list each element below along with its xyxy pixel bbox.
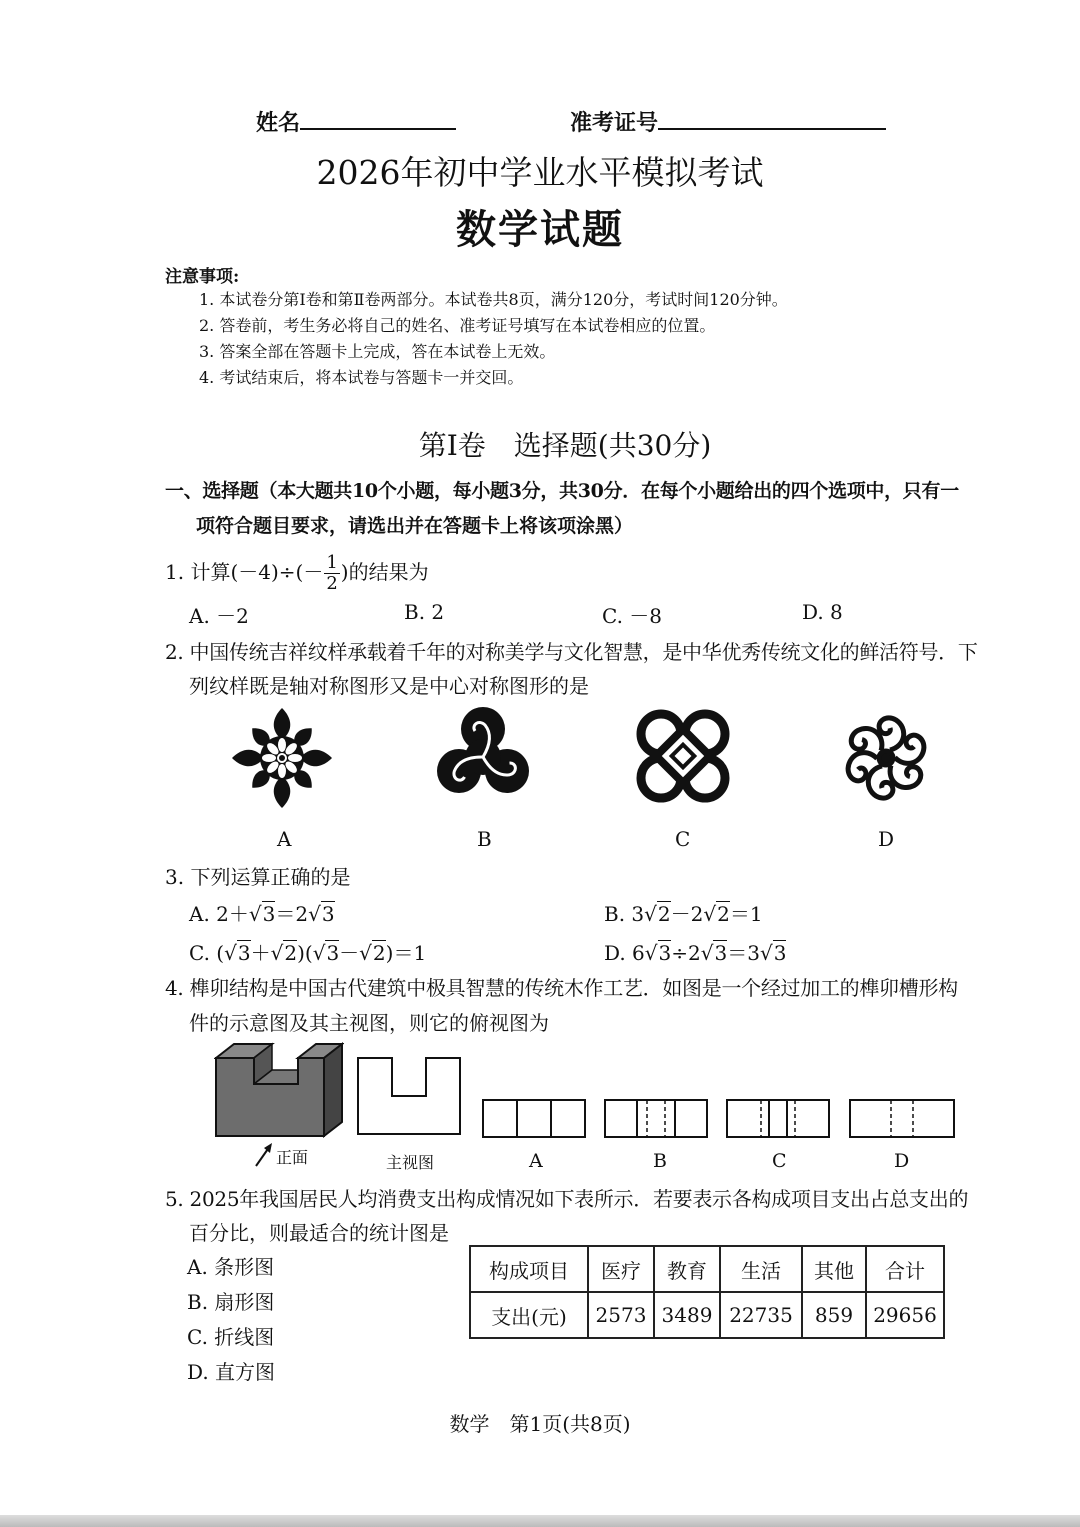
- q4-label-d: D: [894, 1150, 910, 1172]
- expr-text: ÷2: [671, 941, 701, 965]
- top-view-option-b: [604, 1099, 708, 1139]
- q4-stem: 4. 榫卯结构是中国古代建筑中极具智慧的传统木作工艺．如图是一个经过加工的榫卯槽形构: [165, 976, 958, 1000]
- table-cell: 859: [802, 1292, 866, 1338]
- sqrt-radicand: 3: [262, 902, 276, 926]
- table-header-cell: 生活: [720, 1246, 802, 1292]
- top-view-option-d: [849, 1099, 955, 1139]
- q3-option-a: A. 2＋√3＝2√3: [189, 902, 335, 926]
- table-header-cell: 教育: [654, 1246, 720, 1292]
- q4-stem-cont: 件的示意图及其主视图，则它的俯视图为: [189, 1011, 549, 1035]
- q4-label-b: B: [653, 1150, 667, 1172]
- fraction: [324, 553, 339, 594]
- sqrt-radicand: 2: [717, 902, 730, 926]
- sqrt-radicand: 2: [284, 941, 298, 965]
- table-header-cell: 合计: [866, 1246, 944, 1292]
- section-title: 第Ⅰ卷 选择题(共30分): [418, 429, 712, 462]
- expr-text: ＝3: [727, 941, 760, 965]
- sqrt-radicand: 2: [657, 902, 671, 926]
- q2-label-d: D: [878, 827, 895, 851]
- sqrt-radicand: 3: [658, 941, 672, 965]
- mortise-block-3d: [214, 1040, 344, 1142]
- pattern-b-swirl: [432, 704, 534, 806]
- expenditure-table: [469, 1245, 945, 1339]
- pattern-a-flower: [230, 706, 334, 810]
- q2-label-c: C: [675, 827, 691, 851]
- name-blank: [300, 127, 456, 130]
- expr-text: A. 2＋: [189, 902, 249, 926]
- q5-option-b: B. 扇形图: [187, 1290, 275, 1314]
- q2-label-a: A: [277, 827, 292, 851]
- subject-title: 数学试题: [456, 206, 624, 253]
- q3-option-c: C. (√3＋√2)(√3－√2)＝1: [189, 941, 427, 965]
- q3-option-d: D. 6√3÷2√3＝3√3: [604, 941, 787, 965]
- q1-stem: [165, 553, 429, 594]
- table-cell: 29656: [866, 1292, 944, 1338]
- expr-text: －: [339, 941, 360, 965]
- exam-title: 2026年初中学业水平模拟考试: [316, 153, 764, 192]
- expr-text: C. (: [189, 941, 225, 965]
- q1-option-d: D. 8: [802, 600, 843, 624]
- notice-item: 2. 答卷前，考生务必将自己的姓名、准考证号填写在本试卷相应的位置。: [199, 316, 716, 335]
- table-cell: 3489: [654, 1292, 720, 1338]
- notice-heading: 注意事项:: [165, 267, 240, 287]
- expr-text: )＝1: [385, 941, 427, 965]
- q2-stem: 2. 中国传统吉祥纹样承载着千年的对称美学与文化智慧，是中华优秀传统文化的鲜活符号．下: [165, 640, 978, 664]
- sqrt-radicand: 2: [372, 941, 386, 965]
- main-view-label: 主视图: [386, 1153, 435, 1172]
- sqrt-radicand: 3: [321, 902, 335, 926]
- expr-text: ＝1: [729, 902, 763, 926]
- table-header-cell: 构成项目: [470, 1246, 588, 1292]
- sqrt-radicand: 3: [237, 941, 251, 965]
- expr-text: D. 6: [604, 941, 645, 965]
- q5-option-d: D. 直方图: [187, 1360, 276, 1384]
- name-field: [256, 106, 456, 137]
- q1-text-end: )的结果为: [340, 560, 429, 584]
- notice-item: 1. 本试卷分第Ⅰ卷和第Ⅱ卷两部分。本试卷共8页，满分120分，考试时间120分钟。: [199, 290, 788, 309]
- q3-option-b: B. 3√2－2√2＝1: [604, 902, 763, 926]
- q4-label-c: C: [772, 1150, 787, 1172]
- sqrt-radicand: 3: [326, 941, 340, 965]
- section-instructions: 一、选择题（本大题共10个小题，每小题3分，共30分．在每个小题给出的四个选项中，只有一: [165, 480, 959, 502]
- table-cell: 支出(元): [470, 1292, 588, 1338]
- exam-id-blank: [658, 127, 886, 130]
- q3-stem: 3. 下列运算正确的是: [165, 865, 351, 889]
- page-footer: 数学 第1页(共8页): [449, 1412, 631, 1436]
- table-header-cell: 其他: [802, 1246, 866, 1292]
- pattern-c-knot: [632, 704, 734, 808]
- expr-text: ＝2: [275, 902, 309, 926]
- sqrt-radicand: 3: [714, 941, 728, 965]
- exam-id-field: [570, 106, 886, 137]
- expr-text: －2: [670, 902, 704, 926]
- sqrt-radicand: 3: [773, 941, 787, 965]
- q1-option-a: A. －2: [189, 604, 249, 628]
- expr-text: ＋: [250, 941, 271, 965]
- scan-edge-shadow: [0, 1515, 1080, 1527]
- fraction-numerator: 1: [326, 552, 338, 573]
- table-header-row: [470, 1246, 944, 1292]
- expr-text: B. 3: [604, 902, 645, 926]
- section-instructions-cont: 项符合题目要求，请选出并在答题卡上将该项涂黑）: [196, 515, 634, 537]
- fraction-denominator: 2: [326, 573, 338, 594]
- exam-id-label: 准考证号: [570, 110, 659, 136]
- notice-item: 4. 考试结束后，将本试卷与答题卡一并交回。: [199, 368, 524, 387]
- main-view-diagram: [356, 1056, 462, 1136]
- q5-stem: 5. 2025年我国居民人均消费支出构成情况如下表所示．若要表示各构成项目支出占总支出的: [165, 1187, 969, 1211]
- top-view-option-a: [482, 1099, 586, 1139]
- q5-stem-cont: 百分比，则最适合的统计图是: [189, 1221, 449, 1245]
- q2-stem-cont: 列纹样既是轴对称图形又是中心对称图形的是: [189, 674, 589, 698]
- q1-option-b: B. 2: [404, 600, 445, 624]
- top-view-option-c: [726, 1099, 830, 1139]
- q5-option-c: C. 折线图: [187, 1325, 275, 1349]
- name-label: 姓名: [256, 110, 301, 136]
- table-header-cell: 医疗: [588, 1246, 654, 1292]
- table-row: [470, 1292, 944, 1338]
- expr-text: )(: [297, 941, 313, 965]
- q1-option-c: C. －8: [602, 604, 663, 628]
- arrow-icon: [252, 1142, 276, 1168]
- q4-label-a: A: [529, 1150, 543, 1172]
- q2-label-b: B: [477, 827, 492, 851]
- table-cell: 22735: [720, 1292, 802, 1338]
- pattern-d-scroll-flower: [836, 708, 936, 808]
- front-label: 正面: [276, 1148, 309, 1167]
- notice-item: 3. 答案全部在答题卡上完成，答在本试卷上无效。: [199, 342, 556, 361]
- q1-text: 1. 计算(－4)÷(－: [165, 560, 324, 584]
- q5-option-a: A. 条形图: [187, 1255, 275, 1279]
- table-cell: 2573: [588, 1292, 654, 1338]
